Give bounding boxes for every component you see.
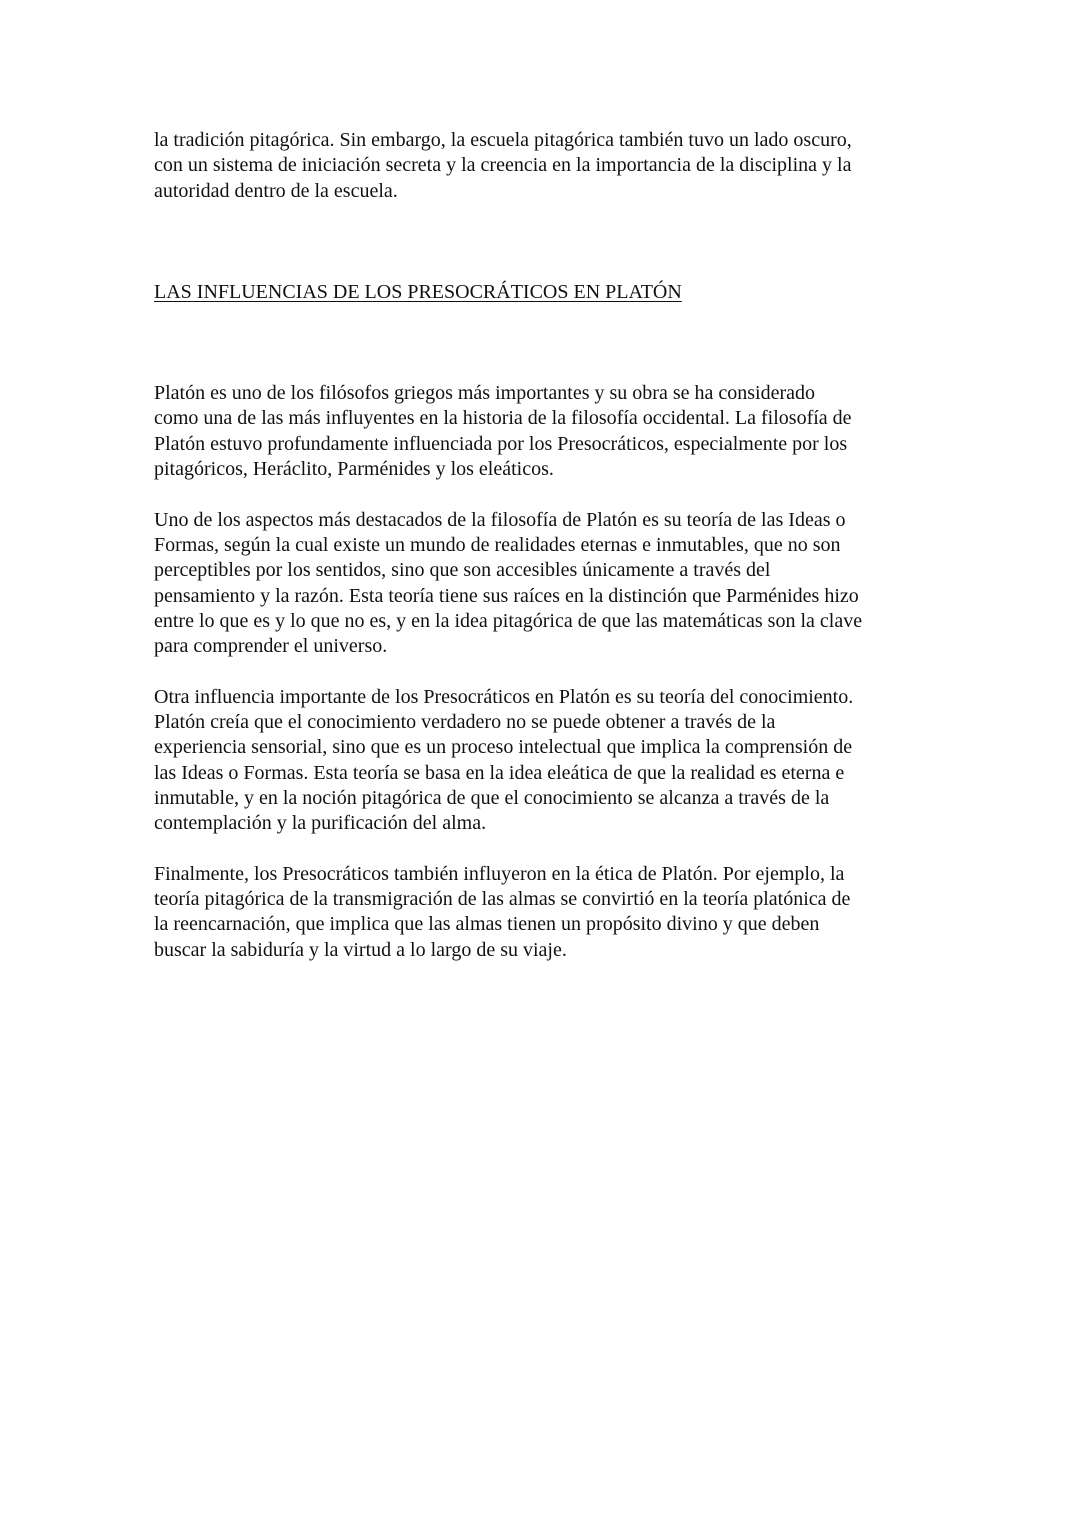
text-line: Formas, según la cual existe un mundo de realidades eternas e inmutables, que no son bbox=[154, 533, 841, 556]
paragraph-teoria-conocimiento bbox=[154, 685, 934, 837]
text-line: inmutable, y en la noción pitagórica de que el conocimiento se alcanza a través de la bbox=[154, 786, 830, 809]
text-line: teoría pitagórica de la transmigración de las almas se convirtió en la teoría platónica de bbox=[154, 888, 851, 911]
text-line: Platón estuvo profundamente influenciada por los Presocráticos, especialmente por los bbox=[154, 432, 848, 455]
text-line: Otra influencia importante de los Presocráticos en Platón es su teoría del conocimiento. bbox=[154, 685, 854, 708]
text-line: Finalmente, los Presocráticos también influyeron en la ética de Platón. Por ejemplo, la bbox=[154, 862, 845, 885]
text-line: pitagóricos, Heráclito, Parménides y los eleáticos. bbox=[154, 458, 554, 481]
text-line: Uno de los aspectos más destacados de la filosofía de Platón es su teoría de las Ideas o bbox=[154, 508, 846, 531]
text-line: experiencia sensorial, sino que es un proceso intelectual que implica la comprensión de bbox=[154, 736, 853, 759]
text-line: buscar la sabiduría y la virtud a lo largo de su viaje. bbox=[154, 938, 567, 961]
text-line: la reencarnación, que implica que las almas tienen un propósito divino y que deben bbox=[154, 913, 820, 936]
text-line: contemplación y la purificación del alma. bbox=[154, 812, 487, 835]
text-line: como una de las más influyentes en la historia de la filosofía occidental. La filosofía de bbox=[154, 407, 852, 430]
text-line: para comprender el universo. bbox=[154, 635, 388, 658]
paragraph-etica bbox=[154, 862, 934, 963]
text-line: la tradición pitagórica. Sin embargo, la escuela pitagórica también tuvo un lado oscuro, bbox=[154, 129, 852, 151]
text-line: autoridad dentro de la escuela. bbox=[154, 179, 398, 202]
text-line: pensamiento y la razón. Esta teoría tiene sus raíces en la distinción que Parménides hizo bbox=[154, 584, 859, 607]
section-heading: LAS INFLUENCIAS DE LOS PRESOCRÁTICOS EN PLATÓN bbox=[154, 280, 682, 303]
paragraph-teoria-ideas bbox=[154, 508, 934, 660]
text-line: las Ideas o Formas. Esta teoría se basa en la idea eleática de que la realidad es eterna e bbox=[154, 761, 845, 784]
text-line: perceptibles por los sentidos, sino que son accesibles únicamente a través del bbox=[154, 559, 771, 582]
text-line: Platón es uno de los filósofos griegos más importantes y su obra se ha considerado bbox=[154, 382, 815, 405]
intro-paragraph bbox=[154, 128, 934, 204]
text-line: Platón creía que el conocimiento verdadero no se puede obtener a través de la bbox=[154, 711, 776, 734]
document-content bbox=[154, 128, 934, 963]
text-line: con un sistema de iniciación secreta y la creencia en la importancia de la disciplina y la bbox=[154, 154, 852, 177]
paragraph-platon-intro bbox=[154, 381, 934, 482]
section-body bbox=[154, 381, 934, 963]
text-line: entre lo que es y lo que no es, y en la idea pitagórica de que las matemáticas son la clave bbox=[154, 609, 863, 632]
